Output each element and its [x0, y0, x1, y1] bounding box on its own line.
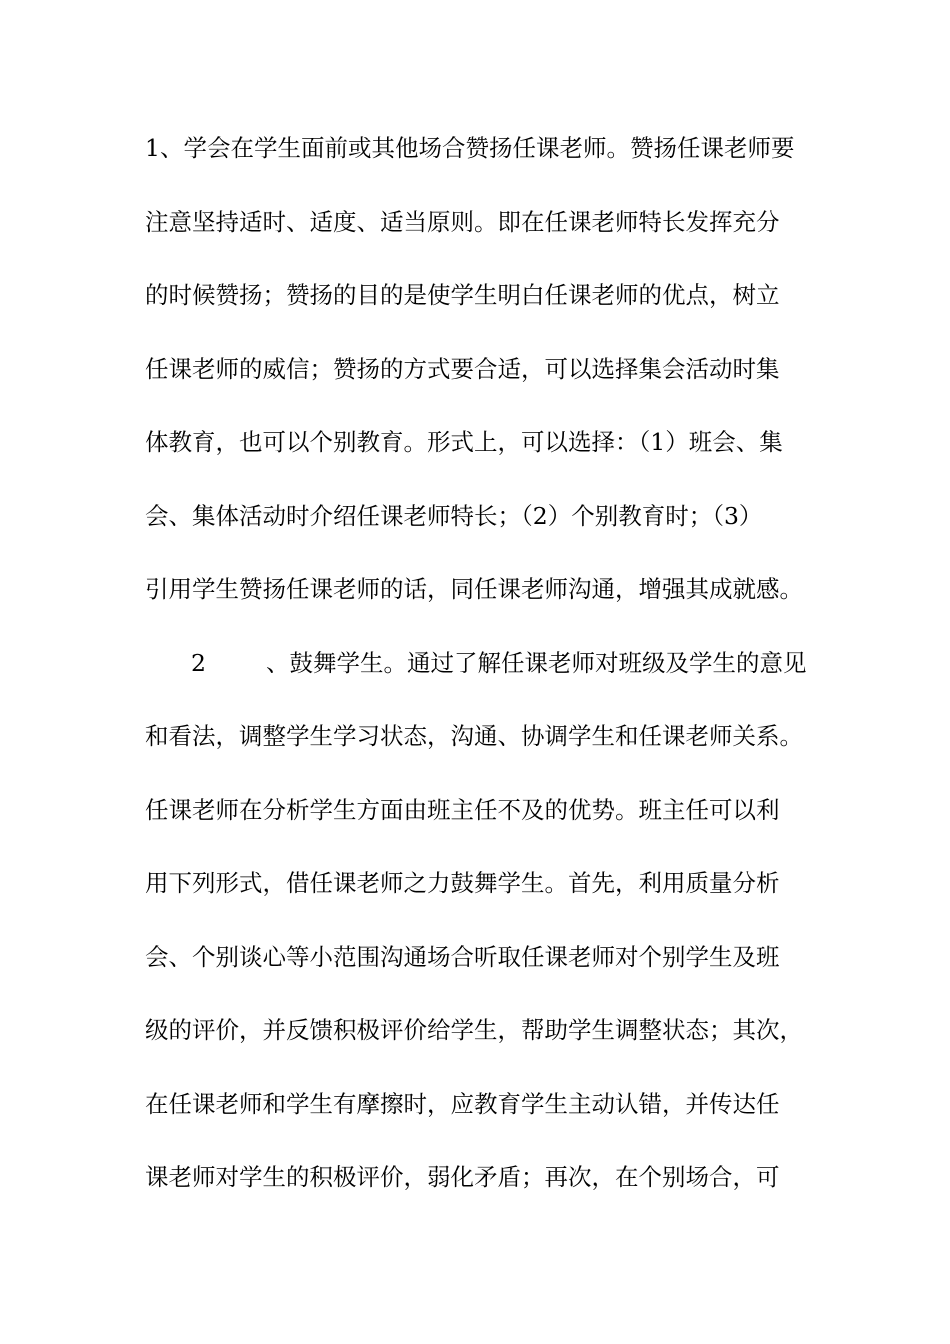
text-line: 用下列形式，借任课老师之力鼓舞学生。首先，利用质量分析 — [145, 869, 780, 897]
paragraph-2-lead-text: 、鼓舞学生。通过了解任课老师对班级及学生的意见 — [265, 648, 807, 677]
text-line: 体教育，也可以个别教育。形式上，可以选择：（1）班会、集 — [145, 428, 783, 456]
text-line: 任课老师的威信；赞扬的方式要合适，可以选择集会活动时集 — [145, 354, 780, 383]
text-line: 级的评价，并反馈积极评价给学生，帮助学生调整状态；其次， — [145, 1016, 803, 1044]
text-line: 的时候赞扬；赞扬的目的是使学生明白任课老师的优点，树立 — [145, 281, 780, 309]
text-line: 会、个别谈心等小范围沟通场合听取任课老师对个别学生及班 — [145, 942, 780, 971]
text-line: 引用学生赞扬任课老师的话，同任课老师沟通，增强其成就感。 — [145, 575, 803, 603]
paragraph-1 — [145, 128, 825, 643]
text-line: 1、学会在学生面前或其他场合赞扬任课老师。赞扬任课老师要 — [145, 134, 795, 162]
text-line: 会、集体活动时介绍任课老师特长；（2）个别教育时；（3） — [145, 501, 763, 530]
document-body — [145, 128, 825, 1231]
paragraph-number: 2 — [191, 648, 206, 677]
text-line: 在任课老师和学生有摩擦时，应教育学生主动认错，并传达任 — [145, 1089, 780, 1118]
text-line: 任课老师在分析学生方面由班主任不及的优势。班主任可以利 — [145, 795, 780, 824]
text-line: 和看法，调整学生学习状态，沟通、协调学生和任课老师关系。 — [145, 722, 803, 750]
text-line: 注意坚持适时、适度、适当原则。即在任课老师特长发挥充分 — [145, 207, 780, 236]
paragraph-2 — [145, 643, 825, 1231]
text-line: 课老师对学生的积极评价，弱化矛盾；再次，在个别场合，可 — [145, 1163, 780, 1191]
paragraph-2-first-line — [145, 643, 825, 717]
